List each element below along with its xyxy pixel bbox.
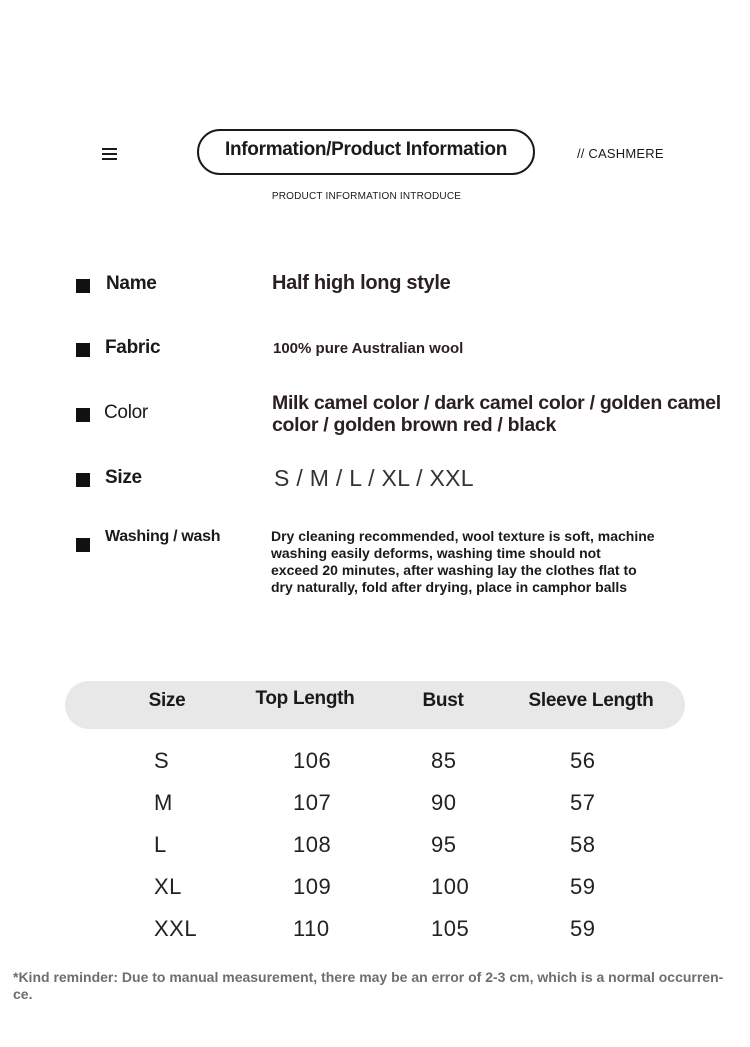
size-table-cell: 110: [293, 916, 330, 941]
size-table-cell: 59: [570, 916, 596, 941]
size-table-cell: 85: [431, 748, 457, 773]
info-value-color-line: color / golden brown red / black: [272, 414, 557, 436]
info-label-fabric: Fabric: [105, 337, 161, 358]
page-title-text: Information/Product Information: [224, 139, 508, 160]
bullet-square-icon: [76, 279, 90, 293]
size-table-cell: 58: [570, 832, 596, 857]
size-table-cell: 105: [431, 916, 470, 941]
brand-label: // CASHMERE: [577, 146, 664, 161]
page-subtitle: PRODUCT INFORMATION INTRODUCE: [271, 191, 462, 202]
bullet-square-icon: [76, 538, 90, 552]
info-label-color: Color: [104, 402, 148, 423]
info-value-size: S / M / L / XL / XXL: [274, 465, 474, 491]
info-label-size: Size: [105, 467, 142, 488]
size-table-cell: XXL: [154, 916, 198, 941]
measurement-note: [13, 969, 738, 1003]
size-table-cell: 59: [570, 874, 596, 899]
size-table-cell: 90: [431, 790, 457, 815]
measurement-note-line: *Kind reminder: Due to manual measurement, there may be an error of 2-3 cm, which is a normal occurren-: [13, 969, 724, 985]
size-table-cell: L: [154, 832, 167, 857]
size-table-cell: 100: [431, 874, 470, 899]
size-table-cell: S: [154, 748, 170, 773]
size-table-cell: 57: [570, 790, 596, 815]
size-table-cell: 56: [570, 748, 596, 773]
size-table-cell: 107: [293, 790, 332, 815]
hamburger-menu-icon: [102, 148, 117, 160]
measurement-note-line: ce.: [13, 986, 33, 1002]
size-table-header: Top Length: [255, 688, 355, 709]
info-value-color-line: Milk camel color / dark camel color / golden camel: [272, 392, 721, 414]
info-value-name: Half high long style: [272, 272, 451, 294]
size-table-cell: 108: [293, 832, 332, 857]
size-table-header: Sleeve Length: [528, 690, 654, 711]
size-table-cell: 95: [431, 832, 457, 857]
info-value-washing-line: washing easily deforms, washing time should not: [271, 545, 601, 561]
page-title: [197, 129, 535, 175]
info-value-washing-line: dry naturally, fold after drying, place in camphor balls: [271, 579, 628, 595]
info-value-washing-line: Dry cleaning recommended, wool texture is soft, machine: [271, 528, 655, 544]
info-value-washing-line: exceed 20 minutes, after washing lay the clothes flat to: [271, 562, 637, 578]
size-table-cell: XL: [154, 874, 182, 899]
bullet-square-icon: [76, 343, 90, 357]
size-table-header: Size: [148, 690, 186, 711]
size-table-cell: 106: [293, 748, 332, 773]
info-label-name: Name: [106, 273, 157, 294]
info-label-washing: Washing / wash: [105, 528, 221, 545]
info-value-washing: [271, 528, 655, 596]
info-value-fabric: 100% pure Australian wool: [273, 340, 464, 357]
bullet-square-icon: [76, 473, 90, 487]
size-table-cell: 109: [293, 874, 332, 899]
bullet-square-icon: [76, 408, 90, 422]
size-table-header: Bust: [422, 690, 464, 711]
info-value-color: [272, 392, 721, 436]
size-table-cell: M: [154, 790, 173, 815]
